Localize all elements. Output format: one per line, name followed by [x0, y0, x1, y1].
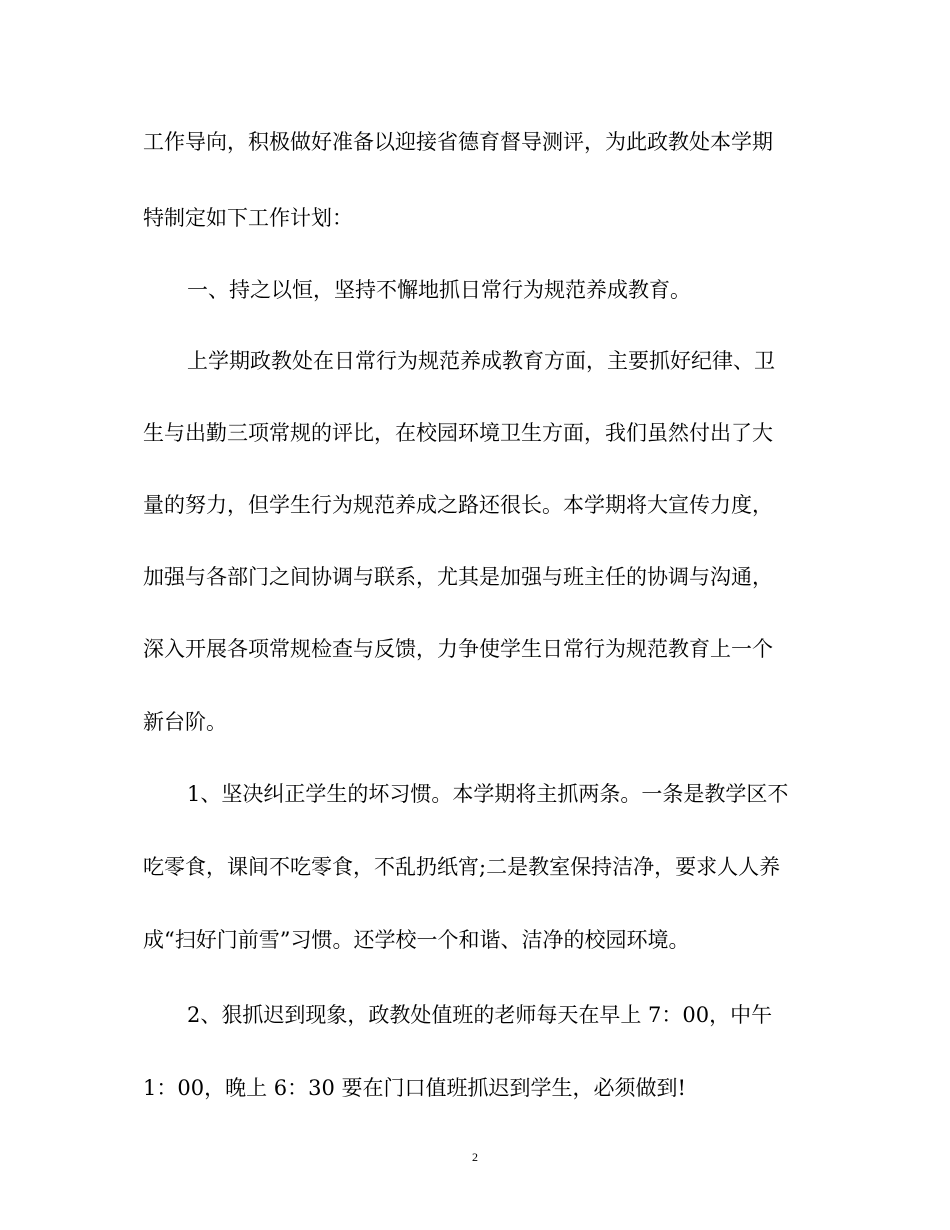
body-text-line: 新台阶。 — [143, 710, 227, 734]
body-text-line: 特制定如下工作计划： — [143, 206, 353, 230]
body-text-line: 上学期政教处在日常行为规范养成教育方面，主要抓好纪律、卫 — [187, 349, 775, 373]
list-item-text: 1、坚决纠正学生的坏习惯。本学期将主抓两条。一条是教学区不 — [187, 782, 789, 806]
body-text-line: 吃零食，课间不吃零食，不乱扔纸宵;二是教室保持洁净，要求人人养 — [143, 855, 781, 879]
section-heading: 一、持之以恒，坚持不懈地抓日常行为规范养成教育。 — [187, 278, 691, 302]
body-text-line: 深入开展各项常规检查与反馈，力争使学生日常行为规范教育上一个 — [143, 637, 773, 661]
body-text-line: 成“扫好门前雪”习惯。还学校一个和谐、洁净的校园环境。 — [143, 928, 690, 952]
body-text-line: 加强与各部门之间协调与联系，尤其是加强与班主任的协调与沟通， — [143, 565, 773, 589]
body-text-line: 工作导向，积极做好准备以迎接省德育督导测评，为此政教处本学期 — [143, 130, 773, 154]
list-item-text: 2、狠抓迟到现象，政教处值班的老师每天在早上 7：00，中午 — [187, 1003, 773, 1027]
body-text-line: 1：00，晚上 6：30 要在门口值班抓迟到学生，必须做到! — [143, 1076, 686, 1100]
body-text-line: 量的努力，但学生行为规范养成之路还很长。本学期将大宣传力度， — [143, 493, 773, 517]
page-number: 2 — [472, 1150, 478, 1164]
body-text-line: 生与出勤三项常规的评比，在校园环境卫生方面，我们虽然付出了大 — [143, 421, 773, 445]
